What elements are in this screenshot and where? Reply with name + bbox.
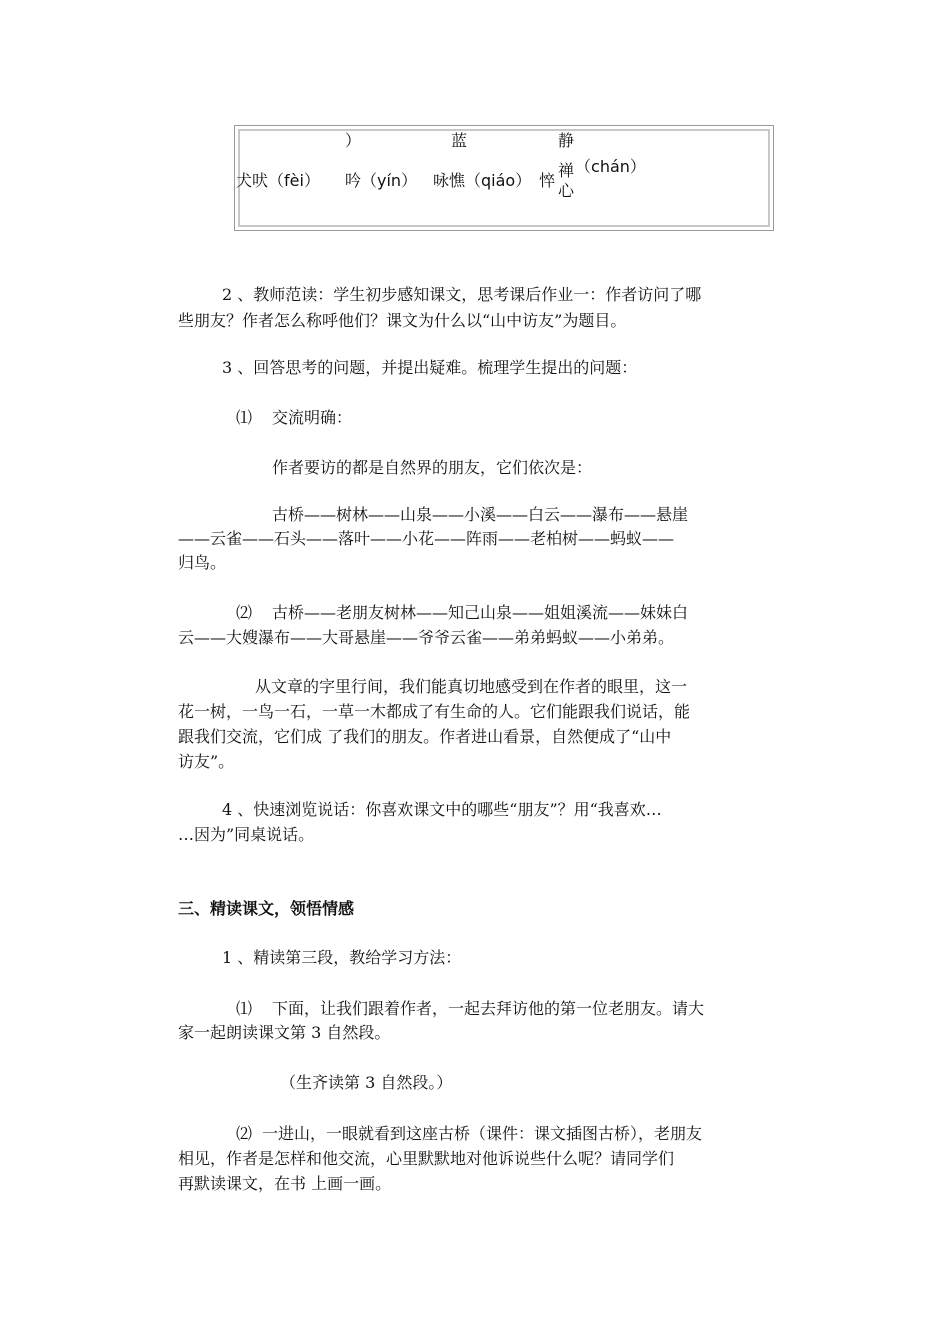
vocab-word-qiao-pinyin: qiáo <box>481 171 516 190</box>
vocab-word-xin: 心 <box>558 181 575 200</box>
section-3-q2-number: ⑵ <box>236 1124 253 1143</box>
paragraph-4-line-1: 4 、快速浏览说话：你喜欢课文中的哪些“朋友”？用“我喜欢… <box>222 800 662 819</box>
vocab-word-qiao-hanzi: 咏憔（ <box>433 171 482 190</box>
friends-list-line-2: ——云雀——石头——落叶——小花——阵雨——老柏树——蚂蚁—— <box>178 529 675 548</box>
paragraph-3: 3 、回答思考的问题，并提出疑难。梳理学生提出的问题： <box>222 358 638 377</box>
section-3-q2-line-3: 再默读课文，在书 上画一画。 <box>178 1174 392 1193</box>
section-3-q1-note: （生齐读第 3 自然段。） <box>280 1073 453 1092</box>
summary-paragraph-line-3: 跟我们交流，它们成 了我们的朋友。作者进山看景，自然便成了“山中 <box>178 727 672 746</box>
vocab-top-jing: 静 <box>558 131 575 150</box>
vocab-word-chan-pinyin <box>575 158 646 176</box>
vocab-word-cui: 悴 <box>539 171 556 190</box>
vocab-word-fei-hanzi: 犬吠（ <box>236 171 285 190</box>
question-1-text: 交流明确： <box>272 408 353 427</box>
section-3-q2-line-2: 相见，作者是怎样和他交流，心里默默地对他诉说些什么呢？请同学们 <box>178 1149 675 1168</box>
vocab-word-chan-open: （ <box>575 157 592 176</box>
paragraph-4-line-2: …因为”同桌说话。 <box>178 825 315 844</box>
vocab-word-qiao-close: ） <box>515 171 532 190</box>
friends-list-line-3: 归鸟。 <box>178 553 227 572</box>
friends-list-line-1: 古桥——树林——山泉——小溪——白云——瀑布——悬崖 <box>272 505 689 524</box>
question-1-number: ⑴ <box>236 408 253 427</box>
vocab-word-yin-pinyin: yín <box>377 171 402 190</box>
section-3-q1-number: ⑴ <box>236 999 253 1018</box>
question-2-line-1: 古桥——老朋友树林——知己山泉——姐姐溪流——妹妹白 <box>272 603 689 622</box>
section-3-q1-line-2: 家一起朗读课文第 3 自然段。 <box>178 1023 391 1042</box>
vocab-word-chan-close: ） <box>629 157 646 176</box>
vocab-word-yin <box>345 172 417 190</box>
vocab-word-fei <box>236 172 320 190</box>
vocab-word-yin-hanzi: 吟（ <box>345 171 378 190</box>
section-3-heading: 三、精读课文，领悟情感 <box>178 899 355 918</box>
vocab-word-yin-close: ） <box>401 171 418 190</box>
paragraph-2-line-2: 些朋友？作者怎么称呼他们？课文为什么以“山中访友”为题目。 <box>178 311 627 330</box>
vocab-top-lan: 蓝 <box>451 131 468 150</box>
section-3-item-1: 1 、精读第三段，教给学习方法： <box>222 948 462 967</box>
section-3-q2-line-1: 一进山，一眼就看到这座古桥（课件：课文插图古桥），老朋友 <box>262 1124 703 1143</box>
vocab-word-qiao <box>433 172 531 190</box>
paragraph-2-line-1: 2 、教师范读：学生初步感知课文，思考课后作业一：作者访问了哪 <box>222 285 702 304</box>
question-2-number: ⑵ <box>236 603 253 622</box>
summary-paragraph-line-1: 从文章的字里行间，我们能真切地感受到在作者的眼里，这一 <box>255 677 688 696</box>
vocab-word-chan: 禅 <box>558 161 575 180</box>
question-2-line-2: 云——大嫂瀑布——大哥悬崖——爷爷云雀——弟弟蚂蚁——小弟弟。 <box>178 628 675 647</box>
vocab-top-paren: ） <box>345 131 362 150</box>
summary-paragraph-line-4: 访友”。 <box>178 752 235 771</box>
vocab-word-fei-pinyin: fèi <box>284 171 304 190</box>
vocab-word-chan-pinyin-text: chán <box>591 157 630 176</box>
friends-intro: 作者要访的都是自然界的朋友，它们依次是： <box>272 458 593 477</box>
section-3-q1-line-1: 下面，让我们跟着作者，一起去拜访他的第一位老朋友。请大 <box>272 999 705 1018</box>
summary-paragraph-line-2: 花一树，一鸟一石，一草一木都成了有生命的人。它们能跟我们说话，能 <box>178 702 691 721</box>
vocab-word-fei-close: ） <box>303 171 320 190</box>
